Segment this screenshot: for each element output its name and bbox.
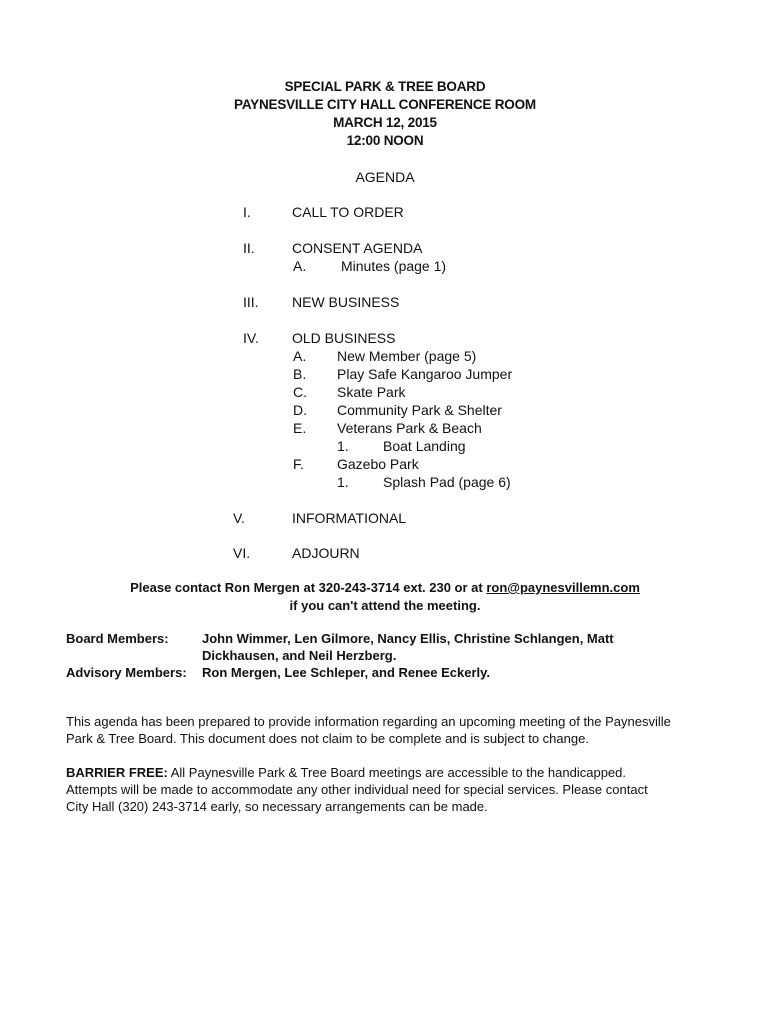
barrier-free-line-3: City Hall (320) 243-3714 early, so necessary arrangements can be made. [66, 799, 488, 814]
section-title: ADJOURN [292, 545, 360, 561]
item-text: Community Park & Shelter [337, 402, 502, 418]
section-title: CONSENT AGENDA [292, 240, 423, 256]
item-letter: C. [293, 384, 307, 400]
subitem-text: Boat Landing [383, 438, 466, 454]
subitem-number: 1. [337, 438, 349, 454]
section-title: NEW BUSINESS [292, 294, 400, 310]
barrier-free-line-1 [66, 765, 626, 780]
section-title: CALL TO ORDER [292, 204, 404, 220]
advisory-members-names: Ron Mergen, Lee Schleper, and Renee Eckerly. [202, 665, 491, 680]
item-text: Minutes (page 1) [341, 258, 447, 274]
item-letter: A. [293, 348, 307, 364]
section-number: V. [233, 510, 245, 526]
header-line-date: MARCH 12, 2015 [333, 115, 437, 130]
disclaimer-line-1: This agenda has been prepared to provide information regarding an upcoming meeting of the Paynesville [66, 714, 671, 729]
contact-prefix: Please contact Ron Mergen at 320-243-3714 ext. 230 or at [130, 580, 487, 595]
section-number: I. [243, 204, 251, 220]
item-text: Play Safe Kangaroo Jumper [337, 366, 513, 382]
item-letter: A. [293, 258, 307, 274]
barrier-free-text: All Paynesville Park & Tree Board meetings are accessible to the handicapped. [167, 765, 626, 780]
header-line-time: 12:00 NOON [346, 133, 424, 148]
item-letter: D. [293, 402, 307, 418]
header-line-location: PAYNESVILLE CITY HALL CONFERENCE ROOM [234, 97, 536, 112]
contact-email-link[interactable]: ron@paynesvillemn.com [486, 580, 640, 595]
item-text: Veterans Park & Beach [337, 420, 482, 436]
subitem-number: 1. [337, 474, 349, 490]
section-number: VI. [233, 545, 251, 561]
board-members-names: John Wimmer, Len Gilmore, Nancy Ellis, Christine Schlangen, Matt [202, 631, 614, 646]
section-number: IV. [243, 330, 259, 346]
barrier-free-line-2: Attempts will be made to accommodate any other individual need for special services. Please contact [66, 782, 648, 797]
board-members-label: Board Members: [66, 631, 169, 646]
item-letter: B. [293, 366, 307, 382]
section-number: II. [243, 240, 255, 256]
disclaimer-line-2: Park & Tree Board. This document does not claim to be complete and is subject to change. [66, 731, 589, 746]
contact-line-2: if you can't attend the meeting. [289, 598, 481, 613]
section-title: INFORMATIONAL [292, 510, 407, 526]
contact-line [0, 580, 770, 595]
barrier-free-label: BARRIER FREE: [66, 765, 168, 780]
section-title: OLD BUSINESS [292, 330, 396, 346]
section-number: III. [243, 294, 259, 310]
agenda-title: AGENDA [355, 169, 415, 185]
board-members-names-continued: Dickhausen, and Neil Herzberg. [202, 648, 397, 663]
subitem-text: Splash Pad (page 6) [383, 474, 511, 490]
item-text: Skate Park [337, 384, 406, 400]
item-text: New Member (page 5) [337, 348, 477, 364]
header-line-board-name: SPECIAL PARK & TREE BOARD [284, 79, 486, 94]
item-letter: E. [293, 420, 307, 436]
advisory-members-label: Advisory Members: [66, 665, 187, 680]
item-letter: F. [293, 456, 304, 472]
item-text: Gazebo Park [337, 456, 419, 472]
